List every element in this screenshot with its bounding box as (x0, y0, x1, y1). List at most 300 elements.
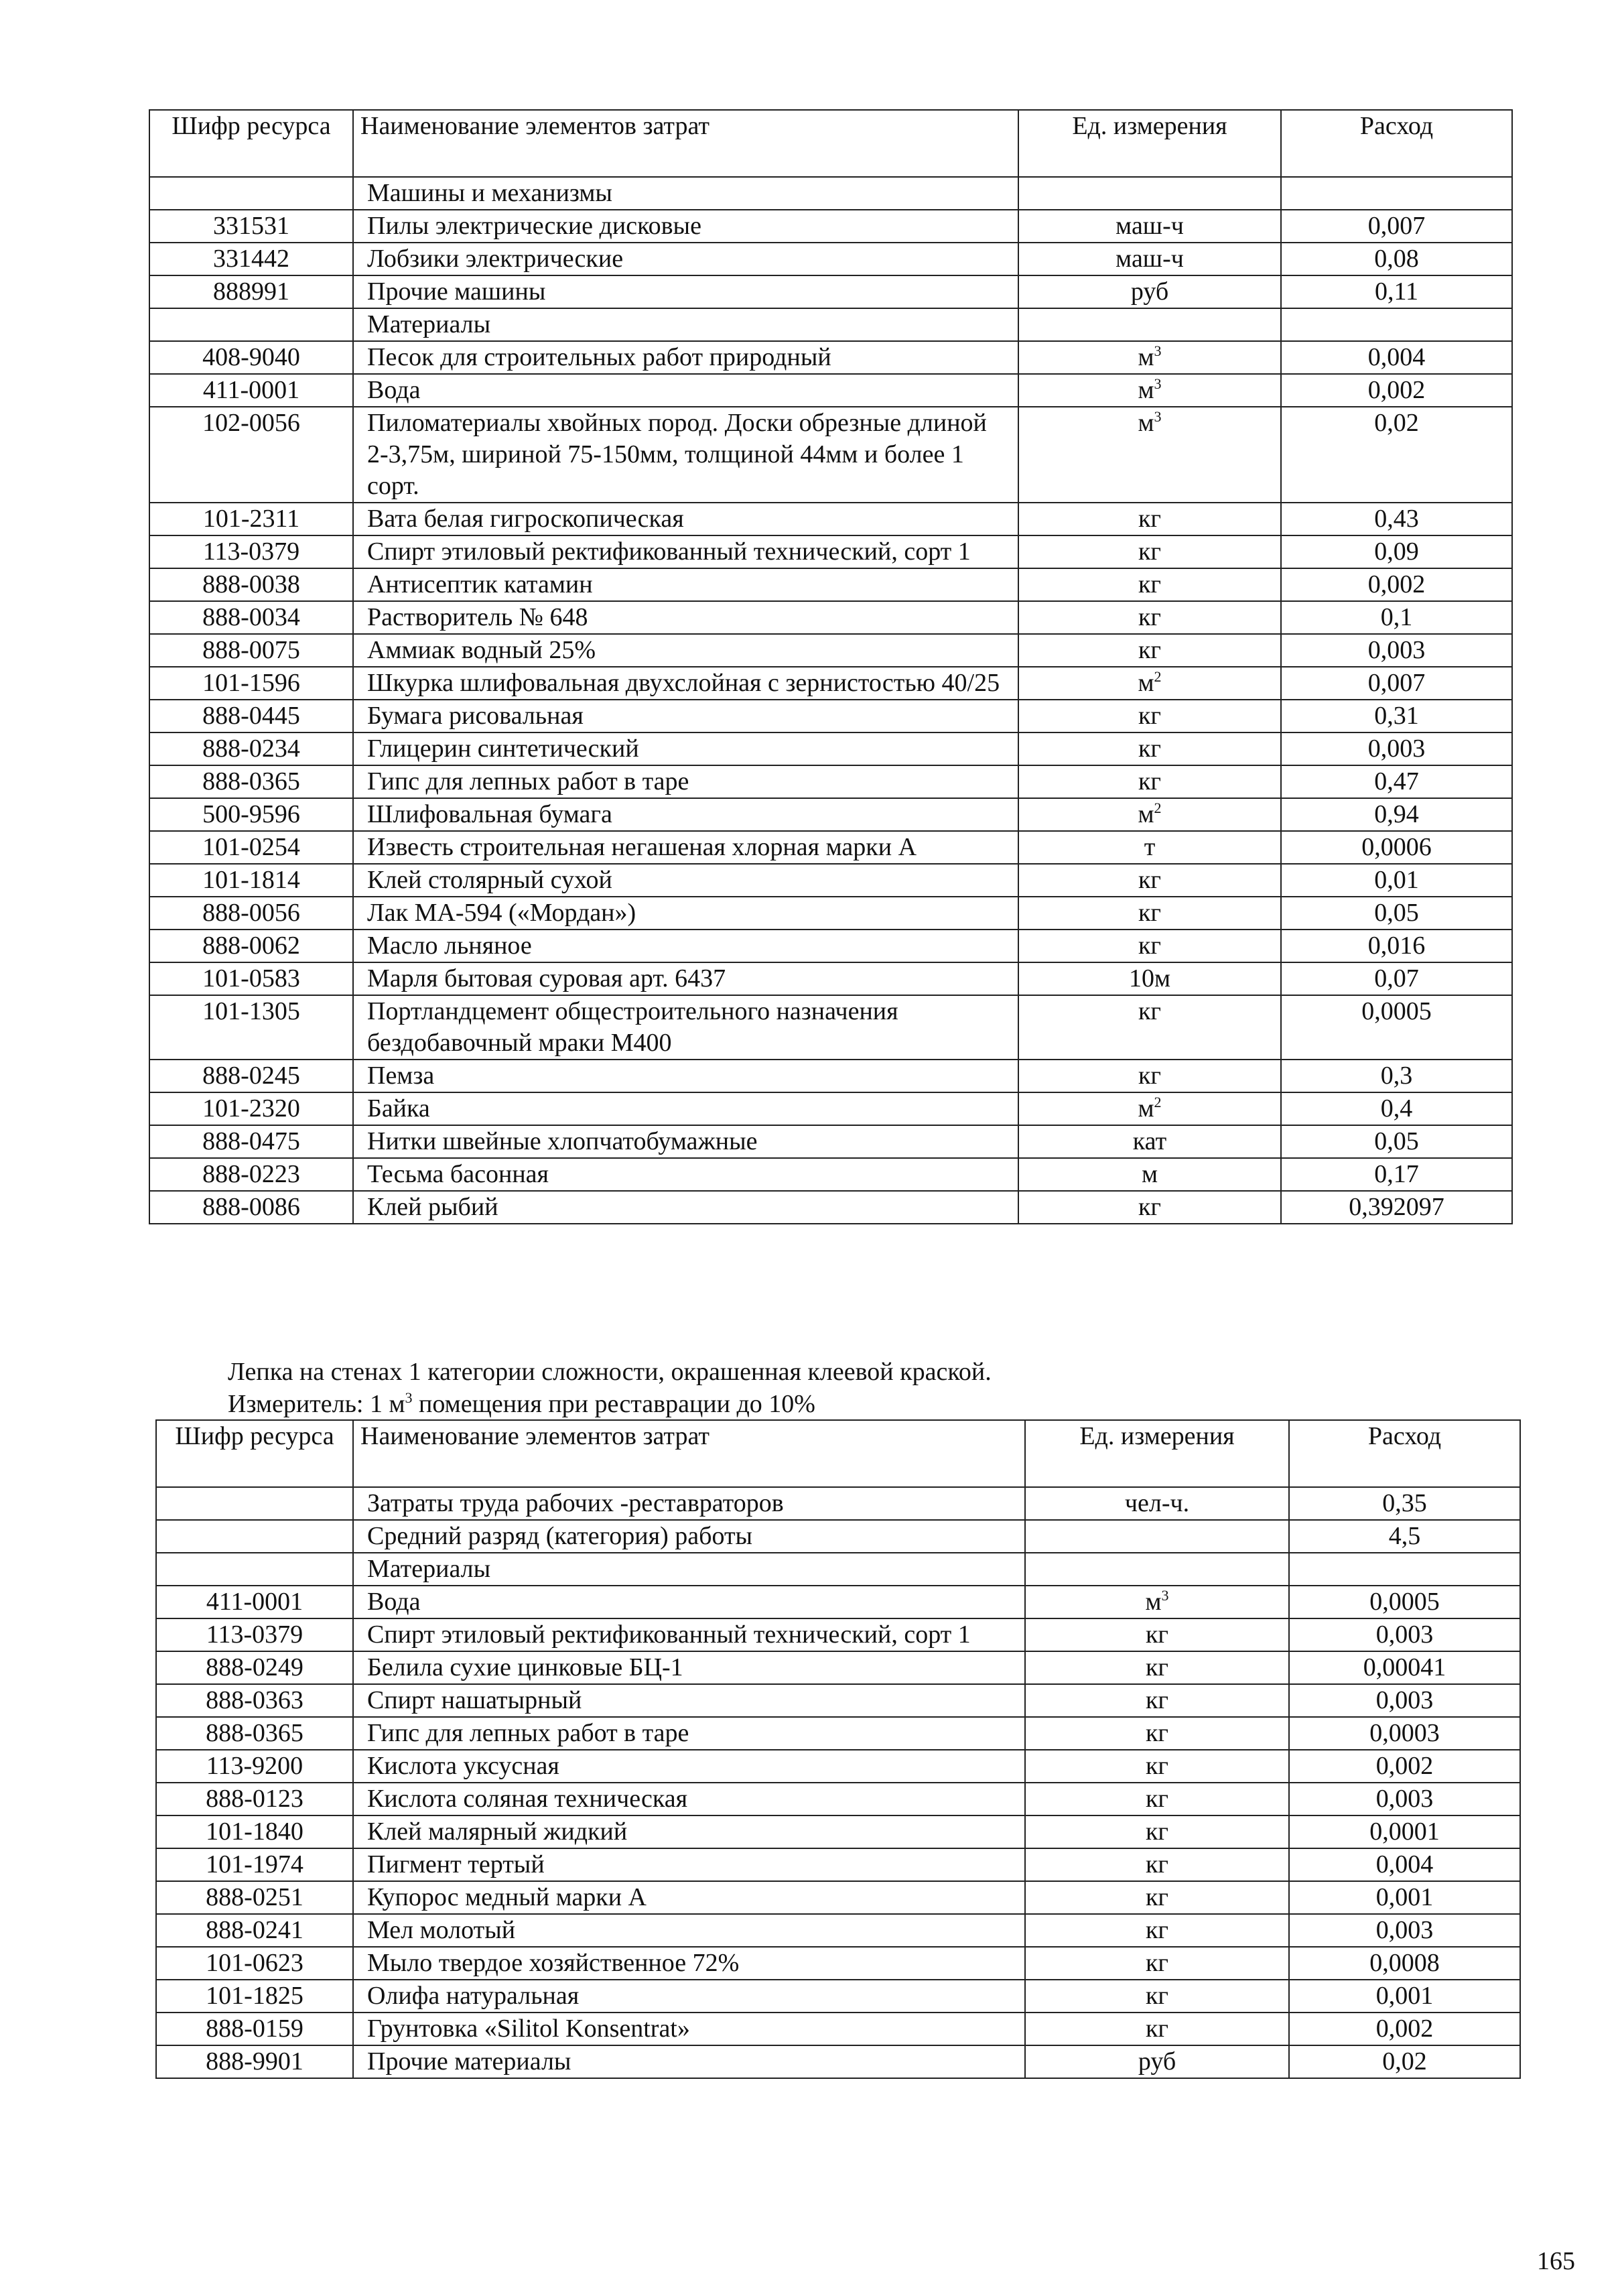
cost-element-name-cell (353, 1060, 1018, 1092)
unit-cell (1025, 1783, 1289, 1815)
resource-code-cell (149, 1191, 353, 1224)
cost-element-name-text: Затраты труда рабочих -реставраторов (367, 1489, 784, 1517)
header-unit: Ед. измерения (1025, 1420, 1289, 1487)
cost-element-name-text: Прочие материалы (367, 2047, 571, 2076)
resource-code-cell (149, 831, 353, 864)
unit-text: кг (1145, 1653, 1169, 1681)
cost-element-name-cell (353, 1980, 1025, 2013)
table-row (149, 667, 1512, 700)
table-row (149, 1125, 1512, 1158)
consumption-cell (1281, 1060, 1512, 1092)
unit-cell (1025, 1651, 1289, 1684)
cost-element-name-cell (353, 341, 1018, 374)
resource-code-cell (156, 1980, 353, 2013)
cost-element-name-cell (353, 1750, 1025, 1783)
unit-text: кг (1138, 570, 1162, 598)
resource-code-text: 888991 (213, 277, 289, 306)
unit-cell (1025, 1848, 1289, 1881)
cost-element-name-cell (353, 1158, 1018, 1191)
cost-element-name-text: Олифа натуральная (367, 1982, 580, 2010)
cost-element-name-text: Клей малярный жидкий (367, 1817, 628, 1846)
unit-text: кг (1138, 866, 1162, 894)
consumption-text: 0,002 (1367, 570, 1426, 598)
consumption-cell (1281, 1158, 1512, 1191)
consumption-cell (1281, 732, 1512, 765)
consumption-cell (1289, 1980, 1520, 2013)
consumption-cell (1289, 1487, 1520, 1520)
resource-code-text: 101-2320 (202, 1094, 300, 1123)
unit-superscript: 3 (1154, 375, 1162, 392)
cost-element-name-cell (353, 1586, 1025, 1618)
resource-table-machines-materials (149, 109, 1513, 1224)
table-row (149, 930, 1512, 962)
resource-code-cell (156, 1520, 353, 1553)
unit-cell (1025, 1487, 1289, 1520)
cost-element-name-cell (353, 275, 1018, 308)
consumption-cell (1281, 864, 1512, 897)
cost-element-name-cell (353, 243, 1018, 275)
resource-code-cell (149, 897, 353, 930)
resource-code-text: 101-1596 (202, 669, 300, 697)
resource-code-cell (156, 1881, 353, 1914)
resource-code-cell (149, 995, 353, 1060)
resource-code-cell (149, 407, 353, 503)
consumption-cell (1281, 962, 1512, 995)
cost-element-name-text: Вода (367, 1588, 421, 1616)
consumption-cell (1281, 667, 1512, 700)
cost-element-name-text: Спирт этиловый ректификованный технический, сорт 1 (367, 1620, 971, 1649)
cost-element-name-text: Шкурка шлифовальная двухслойная с зернистостью 40/25 (367, 669, 1000, 697)
unit-cell (1018, 864, 1281, 897)
resource-code-text: 888-0363 (206, 1686, 303, 1714)
unit-text: кг (1145, 1949, 1169, 1977)
section-title-line1: Лепка на стенах 1 категории сложности, окрашенная клеевой краской. (228, 1358, 992, 1386)
resource-code-text: 888-0251 (206, 1883, 303, 1911)
cost-element-name-cell (353, 897, 1018, 930)
resource-code-text: 888-0475 (202, 1127, 300, 1155)
consumption-cell (1281, 1092, 1512, 1125)
unit-cell (1018, 897, 1281, 930)
resource-code-text: 888-0123 (206, 1785, 303, 1813)
table-row (156, 1553, 1520, 1586)
measure-prefix: Измеритель: 1 м (228, 1390, 405, 1418)
unit-superscript: 3 (1154, 342, 1162, 359)
resource-code-text: 888-0086 (202, 1193, 300, 1221)
table-header-row (156, 1420, 1520, 1487)
resource-code-text: 888-0249 (206, 1653, 303, 1681)
cost-element-name-cell (353, 667, 1018, 700)
unit-cell (1018, 962, 1281, 995)
unit-text: кг (1138, 899, 1162, 927)
consumption-text: 0,003 (1367, 636, 1426, 664)
cost-element-name-text: Нитки швейные хлопчатобумажные (367, 1127, 758, 1155)
consumption-cell (1281, 177, 1512, 210)
resource-code-cell (156, 1487, 353, 1520)
consumption-cell (1281, 1191, 1512, 1224)
resource-code-text: 102-0056 (202, 409, 300, 437)
unit-cell (1018, 1158, 1281, 1191)
table-row (149, 210, 1512, 243)
unit-cell (1018, 732, 1281, 765)
resource-code-cell (156, 1947, 353, 1980)
unit-text: м (1138, 376, 1154, 404)
consumption-text: 0,002 (1375, 1752, 1434, 1780)
consumption-cell (1289, 1553, 1520, 1586)
consumption-text: 0,08 (1374, 245, 1419, 273)
unit-cell (1025, 1586, 1289, 1618)
unit-superscript: 2 (1154, 800, 1162, 816)
cost-element-name-text: Марля бытовая суровая арт. 6437 (367, 964, 726, 993)
table-row (149, 700, 1512, 732)
cost-element-name-text: Лобзики электрические (367, 245, 624, 273)
table-row (149, 503, 1512, 535)
cost-element-name-cell (353, 1520, 1025, 1553)
table-row (156, 1487, 1520, 1520)
consumption-cell (1281, 308, 1512, 341)
unit-text: кг (1138, 735, 1162, 763)
cost-element-name-cell (353, 601, 1018, 634)
consumption-cell (1289, 1848, 1520, 1881)
consumption-text: 0,00041 (1363, 1653, 1446, 1681)
unit-cell (1025, 1914, 1289, 1947)
consumption-cell (1281, 243, 1512, 275)
consumption-text: 0,94 (1374, 800, 1419, 828)
resource-code-cell (149, 930, 353, 962)
resource-code-cell (149, 503, 353, 535)
cost-element-name-cell (353, 732, 1018, 765)
consumption-text: 0,1 (1380, 603, 1413, 631)
unit-cell (1018, 503, 1281, 535)
table-row (156, 1848, 1520, 1881)
unit-cell (1025, 1553, 1289, 1586)
consumption-text: 0,05 (1374, 1127, 1419, 1155)
cost-element-name-cell (353, 1783, 1025, 1815)
consumption-text: 0,35 (1382, 1489, 1427, 1517)
consumption-cell (1289, 1618, 1520, 1651)
unit-cell (1025, 1717, 1289, 1750)
unit-cell (1025, 1750, 1289, 1783)
resource-code-text: 101-1825 (206, 1982, 303, 2010)
unit-cell (1018, 700, 1281, 732)
unit-text: кг (1145, 1719, 1169, 1747)
unit-text: руб (1138, 2047, 1176, 2076)
resource-code-text: 331531 (213, 212, 289, 240)
unit-cell (1025, 1881, 1289, 1914)
unit-cell (1018, 1092, 1281, 1125)
unit-cell (1018, 407, 1281, 503)
resource-code-cell (149, 568, 353, 601)
resource-code-cell (149, 275, 353, 308)
unit-cell (1025, 2013, 1289, 2045)
resource-code-cell (149, 341, 353, 374)
unit-cell (1018, 341, 1281, 374)
cost-element-name-cell (353, 407, 1018, 503)
unit-text: кг (1138, 636, 1162, 664)
unit-text: кг (1138, 1062, 1162, 1090)
consumption-text: 0,002 (1375, 2015, 1434, 2043)
cost-element-name-text: Вата белая гигроскопическая (367, 505, 684, 533)
resource-code-cell (156, 1618, 353, 1651)
unit-cell (1018, 930, 1281, 962)
consumption-cell (1281, 275, 1512, 308)
table-header-row (149, 110, 1512, 177)
table-row (156, 1783, 1520, 1815)
cost-element-name-text: Портландцемент общестроительного назначения бездобавочный мраки М400 (367, 997, 898, 1057)
cost-element-name-cell (353, 1487, 1025, 1520)
cost-element-name-cell (353, 831, 1018, 864)
consumption-cell (1281, 995, 1512, 1060)
unit-cell (1018, 1125, 1281, 1158)
unit-text: м (1145, 1588, 1162, 1616)
unit-cell (1018, 308, 1281, 341)
resource-code-text: 888-0245 (202, 1062, 300, 1090)
unit-superscript: 2 (1154, 1094, 1162, 1110)
unit-text: кг (1138, 603, 1162, 631)
consumption-cell (1281, 210, 1512, 243)
table-row (149, 177, 1512, 210)
unit-text: кг (1145, 1785, 1169, 1813)
table-row (149, 374, 1512, 407)
cost-element-name-cell (353, 1651, 1025, 1684)
resource-code-cell (149, 601, 353, 634)
unit-text: т (1144, 833, 1156, 861)
resource-code-text: 888-0241 (206, 1916, 303, 1944)
consumption-text: 0,3 (1380, 1062, 1413, 1090)
table-row (149, 308, 1512, 341)
resource-code-cell (156, 2013, 353, 2045)
unit-superscript: 3 (1154, 408, 1162, 425)
consumption-cell (1289, 1684, 1520, 1717)
cost-element-name-cell (353, 634, 1018, 667)
resource-code-text: 888-0445 (202, 702, 300, 730)
consumption-cell (1281, 1125, 1512, 1158)
unit-text: кг (1145, 1850, 1169, 1878)
unit-text: кг (1145, 1916, 1169, 1944)
resource-code-text: 500-9596 (202, 800, 300, 828)
unit-text: кг (1138, 997, 1162, 1025)
unit-superscript: 3 (1161, 1587, 1169, 1604)
table-row (149, 897, 1512, 930)
table-row (149, 1060, 1512, 1092)
unit-cell (1018, 667, 1281, 700)
consumption-text: 0,004 (1367, 343, 1426, 371)
table-body (149, 177, 1512, 1224)
unit-cell (1018, 995, 1281, 1060)
cost-element-name-cell (353, 700, 1018, 732)
resource-code-cell (149, 765, 353, 798)
cost-element-name-text: Известь строительная негашеная хлорная марки А (367, 833, 917, 861)
consumption-text: 0,001 (1375, 1982, 1434, 2010)
consumption-text: 0,0003 (1369, 1719, 1440, 1747)
cost-element-name-text: Пемза (367, 1062, 435, 1090)
resource-code-text: 888-0034 (202, 603, 300, 631)
consumption-cell (1289, 1914, 1520, 1947)
resource-code-text: 888-0038 (202, 570, 300, 598)
table-row (149, 341, 1512, 374)
unit-cell (1018, 243, 1281, 275)
resource-code-cell (149, 1125, 353, 1158)
consumption-text: 0,31 (1374, 702, 1419, 730)
cost-element-name-cell (353, 374, 1018, 407)
unit-cell (1018, 831, 1281, 864)
unit-text: м (1138, 1094, 1154, 1123)
cost-element-name-cell (353, 1553, 1025, 1586)
resource-code-text: 101-0254 (202, 833, 300, 861)
table-row (149, 962, 1512, 995)
cost-element-name-text: Белила сухие цинковые БЦ-1 (367, 1653, 683, 1681)
unit-text: кг (1138, 932, 1162, 960)
unit-text: 10м (1128, 964, 1171, 993)
cost-element-name-cell (353, 1947, 1025, 1980)
unit-text: маш-ч (1116, 212, 1184, 240)
resource-code-text: 101-1840 (206, 1817, 303, 1846)
consumption-text: 0,003 (1367, 735, 1426, 763)
header-resource-code: Шифр ресурса (149, 110, 353, 177)
resource-code-cell (156, 1553, 353, 1586)
consumption-text: 0,001 (1375, 1883, 1434, 1911)
cost-element-name-cell (353, 798, 1018, 831)
consumption-text: 0,0005 (1369, 1588, 1440, 1616)
consumption-text: 0,05 (1374, 899, 1419, 927)
cost-element-name-text: Спирт этиловый ректификованный технический, сорт 1 (367, 537, 971, 566)
unit-cell (1018, 1060, 1281, 1092)
consumption-text: 0,07 (1374, 964, 1419, 993)
unit-text: кат (1132, 1127, 1167, 1155)
resource-code-text: 888-0062 (202, 932, 300, 960)
resource-code-cell (149, 210, 353, 243)
cost-element-name-cell (353, 1881, 1025, 1914)
cost-element-name-text: Растворитель № 648 (367, 603, 588, 631)
cost-element-name-cell (353, 1684, 1025, 1717)
section-measure-line (228, 1388, 992, 1420)
cost-element-name-text: Аммиак водный 25% (367, 636, 596, 664)
measure-superscript: 3 (405, 1389, 413, 1406)
unit-text: руб (1130, 277, 1169, 306)
resource-code-cell (149, 1092, 353, 1125)
table-row (149, 243, 1512, 275)
resource-code-text: 888-0056 (202, 899, 300, 927)
cost-element-name-text: Клей рыбий (367, 1193, 498, 1221)
consumption-text: 0,007 (1367, 212, 1426, 240)
consumption-cell (1281, 374, 1512, 407)
consumption-text: 0,004 (1375, 1850, 1434, 1878)
consumption-text: 0,392097 (1349, 1193, 1444, 1221)
cost-element-name-cell (353, 930, 1018, 962)
resource-code-text: 113-0379 (206, 1620, 303, 1649)
resource-code-text: 408-9040 (202, 343, 300, 371)
table-row (149, 995, 1512, 1060)
table-row (149, 798, 1512, 831)
section-title (228, 1356, 992, 1420)
cost-element-name-text: Мыло твердое хозяйственное 72% (367, 1949, 740, 1977)
table-row (156, 1586, 1520, 1618)
consumption-cell (1281, 503, 1512, 535)
unit-cell (1018, 1191, 1281, 1224)
cost-element-name-cell (353, 503, 1018, 535)
unit-text: кг (1145, 1620, 1169, 1649)
consumption-text: 0,003 (1375, 1916, 1434, 1944)
resource-code-cell (156, 1651, 353, 1684)
resource-code-text: 888-0075 (202, 636, 300, 664)
consumption-cell (1281, 407, 1512, 503)
cost-element-name-text: Пилы электрические дисковые (367, 212, 701, 240)
resource-code-text: 101-1305 (202, 997, 300, 1025)
resource-code-cell (149, 535, 353, 568)
resource-code-text: 411-0001 (206, 1588, 303, 1616)
consumption-cell (1289, 1881, 1520, 1914)
consumption-cell (1281, 634, 1512, 667)
header-resource-code: Шифр ресурса (156, 1420, 353, 1487)
consumption-cell (1281, 568, 1512, 601)
resource-code-text: 411-0001 (202, 376, 300, 404)
table-row (149, 1092, 1512, 1125)
table-row (156, 1651, 1520, 1684)
unit-cell (1025, 1980, 1289, 2013)
consumption-cell (1281, 341, 1512, 374)
consumption-cell (1281, 798, 1512, 831)
table-row (149, 568, 1512, 601)
cost-element-name-cell (353, 1125, 1018, 1158)
consumption-cell (1289, 1750, 1520, 1783)
unit-cell (1025, 1815, 1289, 1848)
cost-element-name-text: Песок для строительных работ природный (367, 343, 831, 371)
cost-element-name-text: Клей столярный сухой (367, 866, 612, 894)
table-row (156, 1520, 1520, 1553)
cost-element-name-text: Гипс для лепных работ в таре (367, 767, 689, 795)
resource-code-cell (149, 732, 353, 765)
resource-code-text: 888-0365 (206, 1719, 303, 1747)
resource-code-text: 101-1974 (206, 1850, 303, 1878)
consumption-text: 0,11 (1374, 277, 1419, 306)
unit-cell (1025, 2045, 1289, 2078)
unit-text: кг (1145, 1883, 1169, 1911)
unit-text: маш-ч (1116, 245, 1184, 273)
cost-element-name-text: Машины и механизмы (367, 179, 612, 207)
consumption-cell (1281, 897, 1512, 930)
consumption-cell (1281, 765, 1512, 798)
resource-code-text: 101-0623 (206, 1949, 303, 1977)
table-row (156, 1980, 1520, 2013)
resource-code-text: 113-0379 (202, 537, 300, 566)
header-unit: Ед. измерения (1018, 110, 1281, 177)
resource-code-text: 888-0159 (206, 2015, 303, 2043)
unit-text: кг (1138, 537, 1162, 566)
resource-code-text: 113-9200 (206, 1752, 303, 1780)
unit-text: чел-ч. (1124, 1489, 1190, 1517)
cost-element-name-cell (353, 765, 1018, 798)
unit-cell (1018, 374, 1281, 407)
unit-cell (1025, 1947, 1289, 1980)
resource-code-cell (156, 1684, 353, 1717)
consumption-cell (1289, 1947, 1520, 1980)
cost-element-name-text: Материалы (367, 310, 491, 338)
unit-text: м (1138, 669, 1154, 697)
header-cost-element-name: Наименование элементов затрат (353, 1420, 1025, 1487)
cost-element-name-text: Спирт нашатырный (367, 1686, 582, 1714)
table-row (156, 1717, 1520, 1750)
unit-text: кг (1145, 1982, 1169, 2010)
consumption-text: 0,43 (1374, 505, 1419, 533)
resource-code-cell (149, 667, 353, 700)
consumption-text: 0,016 (1367, 932, 1426, 960)
resource-code-cell (156, 1848, 353, 1881)
table-row (149, 535, 1512, 568)
cost-element-name-cell (353, 1848, 1025, 1881)
unit-superscript: 2 (1154, 668, 1162, 685)
cost-element-name-text: Вода (367, 376, 421, 404)
consumption-cell (1281, 930, 1512, 962)
cost-element-name-text: Купорос медный марки А (367, 1883, 647, 1911)
